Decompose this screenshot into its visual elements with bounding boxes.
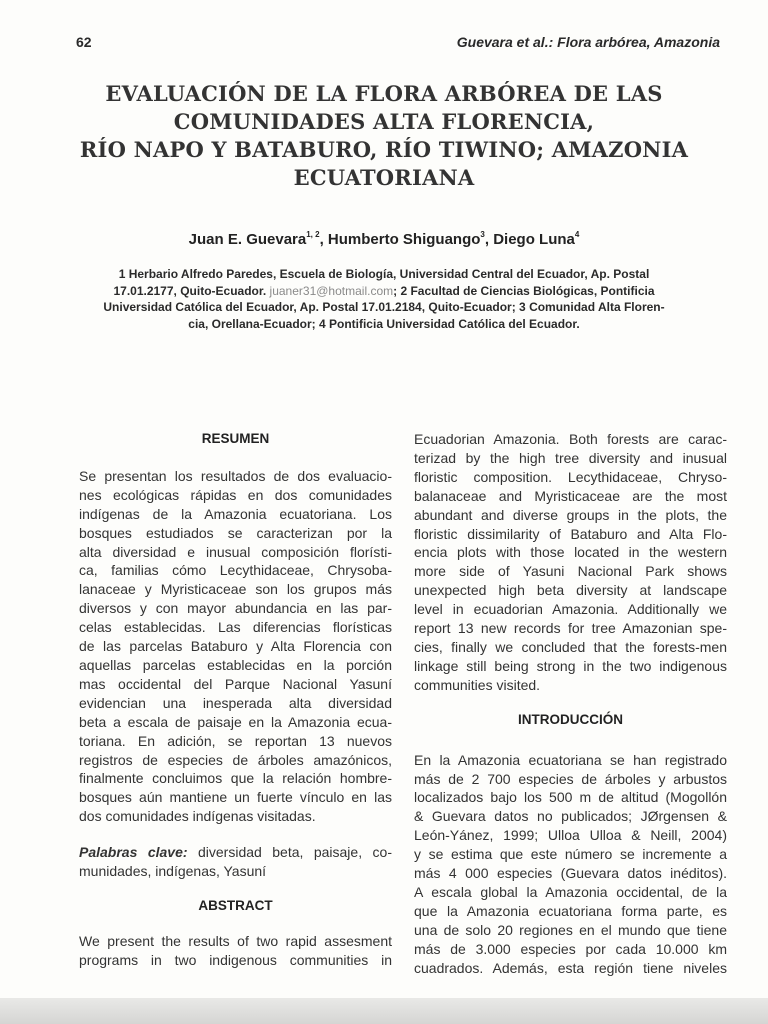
text-line: lanaceae y Myristicaceae son los grupos más bbox=[79, 581, 392, 598]
author-name: , Diego Luna bbox=[484, 231, 575, 248]
author-affiliation-mark: 1, 2 bbox=[306, 230, 320, 239]
text-line: We present the results of two rapid assesment bbox=[79, 932, 392, 949]
text-line: linkage still being strong in the two indigenous bbox=[414, 657, 727, 674]
text-line: terizad by the high tree diversity and inusual bbox=[414, 449, 727, 466]
author-email-link[interactable]: juaner31@hotmail.com bbox=[269, 283, 394, 298]
text-line: Se presentan los resultados de dos evaluacio- bbox=[79, 467, 392, 484]
text-line: encia plots with those located in the western bbox=[414, 544, 727, 561]
text-line: more side of Yasuni Nacional Park shows bbox=[414, 563, 727, 580]
left-column bbox=[79, 430, 392, 970]
affiliation-text: 17.01.2177, Quito-Ecuador. bbox=[113, 283, 270, 298]
author-list bbox=[60, 230, 708, 248]
affiliation-line: cia, Orellana-Ecuador; 4 Pontificia Universidad Católica del Ecuador. bbox=[188, 316, 580, 331]
text-line: de las parcelas Bataburo y Alta Florencia con bbox=[79, 638, 392, 655]
text-line: ca, familias cómo Lecythidaceae, Chrysoba- bbox=[79, 562, 392, 579]
text-line: una de solo 20 regiones en el mundo que tiene bbox=[414, 921, 727, 938]
text-line: finalmente concluimos que la relación hombre- bbox=[79, 770, 392, 787]
affiliation-text: ; 2 Facultad de Ciencias Biológicas, Pontificia bbox=[393, 283, 655, 298]
running-head bbox=[457, 34, 720, 50]
affiliations bbox=[78, 266, 690, 332]
affiliation-line: Universidad Católica del Ecuador, Ap. Postal 17.01.2184, Quito-Ecuador; 3 Comunidad Alta Floren- bbox=[103, 300, 665, 314]
text-line: evidencian una inesperada alta diversidad bbox=[79, 694, 392, 711]
text-line: registros de especies de árboles amazónicos, bbox=[79, 751, 392, 768]
text-line: abundant and diverse groups in the plots, the bbox=[414, 506, 727, 523]
text-line: León-Yánez, 1999; Ulloa Ulloa & Neill, 2004) bbox=[414, 827, 727, 844]
text-line: celas establecidas. Las diferencias florísticas bbox=[79, 619, 392, 636]
keywords-text: diversidad beta, paisaje, co- bbox=[187, 844, 392, 861]
text-line: localizados bajo los 500 m de altitud (Mogollón bbox=[414, 789, 727, 806]
text-line bbox=[79, 843, 392, 862]
keywords-label: Palabras clave: bbox=[79, 844, 188, 861]
abstract-paragraph-continued bbox=[414, 430, 727, 695]
text-line: más de 2 700 especies de árboles y arbustos bbox=[414, 770, 727, 787]
text-line: diversos y con mayor abundancia en las par- bbox=[79, 600, 392, 617]
right-column bbox=[414, 430, 727, 977]
page-header bbox=[76, 34, 720, 52]
text-line: munidades, indígenas, Yasuní bbox=[79, 863, 267, 880]
author-affiliation-mark: 4 bbox=[574, 230, 580, 239]
text-line: report 13 new records for tree Amazonian spe- bbox=[414, 620, 727, 637]
text-line: floristic composition. Lecythidaceae, Chryso- bbox=[414, 468, 727, 485]
text-line: nes ecológicas rápidas en dos comunidades bbox=[79, 486, 392, 503]
section-heading-introduccion: INTRODUCCIÓN bbox=[518, 711, 623, 727]
keywords-paragraph bbox=[79, 843, 392, 881]
text-line: balanaceae and Myristicaceae are the most bbox=[414, 487, 727, 504]
abstract-paragraph-start bbox=[79, 932, 392, 970]
text-line: unexpected high beta diversity at landscape bbox=[414, 582, 727, 599]
text-line: programs in two indigenous communities in bbox=[79, 951, 392, 968]
text-line: cuadrados. Además, esta región tiene niveles bbox=[414, 959, 727, 976]
author-affiliation-mark: 3 bbox=[480, 230, 485, 239]
text-line: Ecuadorian Amazonia. Both forests are carac- bbox=[414, 431, 727, 447]
text-line: más de 3.000 especies por cada 10.000 km bbox=[414, 940, 727, 957]
article-title bbox=[60, 80, 708, 192]
title-line: RÍO NAPO Y BATABURO, RÍO TIWINO; AMAZONIA bbox=[79, 137, 689, 162]
text-line: bosques aún mantiene un fuerte vínculo en las bbox=[79, 789, 392, 806]
text-line: level in ecuadorian Amazonia. Additionally we bbox=[414, 601, 727, 618]
text-line: alta diversidad e inusual composición florísti- bbox=[79, 543, 392, 560]
text-line: y se estima que este número se incremente a bbox=[414, 846, 727, 863]
title-line: EVALUACIÓN DE LA FLORA ARBÓREA DE LAS bbox=[105, 81, 663, 106]
text-line: En la Amazonia ecuatoriana se han registrado bbox=[414, 751, 727, 768]
title-line: COMUNIDADES ALTA FLORENCIA, bbox=[173, 109, 595, 134]
section-heading-resumen: RESUMEN bbox=[201, 431, 270, 446]
text-line: dos comunidades indígenas visitadas. bbox=[79, 808, 316, 825]
affiliation-line bbox=[78, 283, 690, 300]
running-head-title: Flora arbórea, Amazonia bbox=[557, 34, 720, 50]
text-line: beta a escala de paisaje en la Amazonia ecua- bbox=[79, 713, 392, 730]
section-heading-abstract: ABSTRACT bbox=[198, 897, 273, 913]
text-line: cies, finally we concluded that the forests-men bbox=[414, 638, 727, 655]
author-name: Juan E. Guevara bbox=[188, 231, 307, 248]
page-number: 62 bbox=[76, 34, 92, 50]
author-name: , Humberto Shiguango bbox=[319, 231, 481, 248]
introduccion-paragraph bbox=[414, 751, 727, 978]
text-line: mas occidental del Parque Nacional Yasuní bbox=[79, 675, 392, 692]
affiliation-line: 1 Herbario Alfredo Paredes, Escuela de Biología, Universidad Central del Ecuador, Ap. Postal bbox=[118, 267, 650, 281]
text-line: más 4 000 especies (Guevara datos inéditos). bbox=[414, 865, 727, 882]
page-bottom-edge bbox=[0, 998, 768, 1024]
resumen-paragraph bbox=[79, 467, 392, 826]
text-line: toriana. En adición, se reportan 13 nuevos bbox=[79, 732, 392, 749]
text-line: indígenas de la Amazonia ecuatoriana. Los bbox=[79, 505, 392, 522]
text-line: communities visited. bbox=[414, 676, 541, 693]
text-line: & Guevara datos no publicados; JØrgensen & bbox=[414, 808, 727, 825]
text-line: A escala global la Amazonia occidental, de la bbox=[414, 883, 727, 900]
text-line: aquellas parcelas establecidas en la porción bbox=[79, 656, 392, 673]
text-line: que la Amazonia ecuatoriana forma parte, es bbox=[414, 902, 727, 919]
title-line: ECUATORIANA bbox=[293, 165, 475, 190]
text-line: floristic dissimilarity of Bataburo and Alta Flo- bbox=[414, 525, 727, 542]
text-line: bosques estudiados se caracterizan por la bbox=[79, 524, 392, 541]
running-head-authors: Guevara et al.: bbox=[456, 34, 558, 50]
